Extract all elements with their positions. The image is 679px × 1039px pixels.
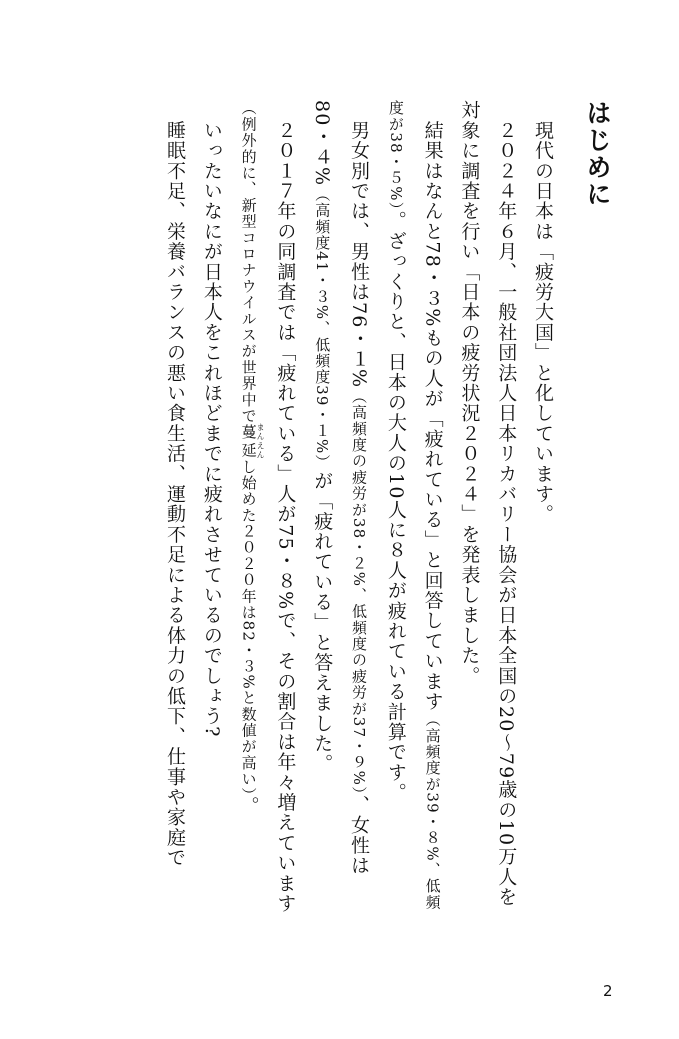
paragraph-5-note-end: し始めた２０２０年は82・３%と数値が高い） (239, 458, 258, 796)
paragraph-4-note-male: （高頻度の疲労が38・２%、低頻度の疲労が37・９%） (350, 388, 369, 795)
paragraph-4-text: 男女別では、男性は76・１% (348, 120, 371, 389)
paragraph-1-text: 現代の日本は「疲労大国」と化しています。 (532, 120, 554, 525)
paragraph-3 (377, 100, 451, 920)
paragraph-2-text: ２０２４年６月、一般社団法人日本リカバリー協会が日本全国の20〜79歳の10万人を対象に調査を行い「日本の疲労状況２０２４」を発表しました。 (458, 100, 518, 907)
paragraph-1 (524, 100, 561, 920)
ruby-reading: まんえん (256, 422, 266, 460)
paragraph-3-text: 結果はなんと78・３%もの人が「疲れている」と回答しています (421, 120, 444, 712)
paragraph-2 (451, 100, 525, 920)
paragraph-7-text: 睡眠不足、栄養バランスの悪い食生活、運動不足による体力の低下、仕事や家庭で (164, 120, 187, 868)
page-number: 2 (603, 982, 613, 1000)
paragraph-4 (303, 100, 377, 920)
chapter-heading: はじめに (583, 100, 612, 208)
body-text (91, 100, 561, 920)
paragraph-5-note-start: （例外的に、新型コロナウイルスが世界中で (239, 100, 258, 424)
paragraph-7 (156, 100, 193, 920)
paragraph-6-text: いったいなにが日本人をこれほどまでに疲れさせているのでしょう? (200, 120, 223, 738)
paragraph-4-note-female: （高頻度41・３%、低頻度39・１%） (313, 186, 332, 471)
paragraph-4-text-female: 、女性は80・４% (311, 100, 371, 876)
paragraph-6 (193, 100, 230, 920)
paragraph-5 (230, 100, 304, 920)
paragraph-5-note (239, 100, 266, 796)
paragraph-3-note: （高頻度が39・８%、低頻度が38・５%） (386, 100, 442, 911)
ruby-manen (239, 422, 266, 460)
ruby-base: 蔓延 (239, 422, 258, 460)
paragraph-5-text: ２０１７年の同調査では「疲れている」人が75・８%で、その割合は年々増えています (274, 120, 297, 914)
paragraph-5-text-end: 。 (237, 795, 260, 817)
paragraph-3-text-end: 。ざっくりと、日本の大人の10人に８人が疲れている計算です。 (384, 210, 407, 803)
paragraph-4-text-end: が「疲れている」と答えました。 (311, 470, 334, 774)
